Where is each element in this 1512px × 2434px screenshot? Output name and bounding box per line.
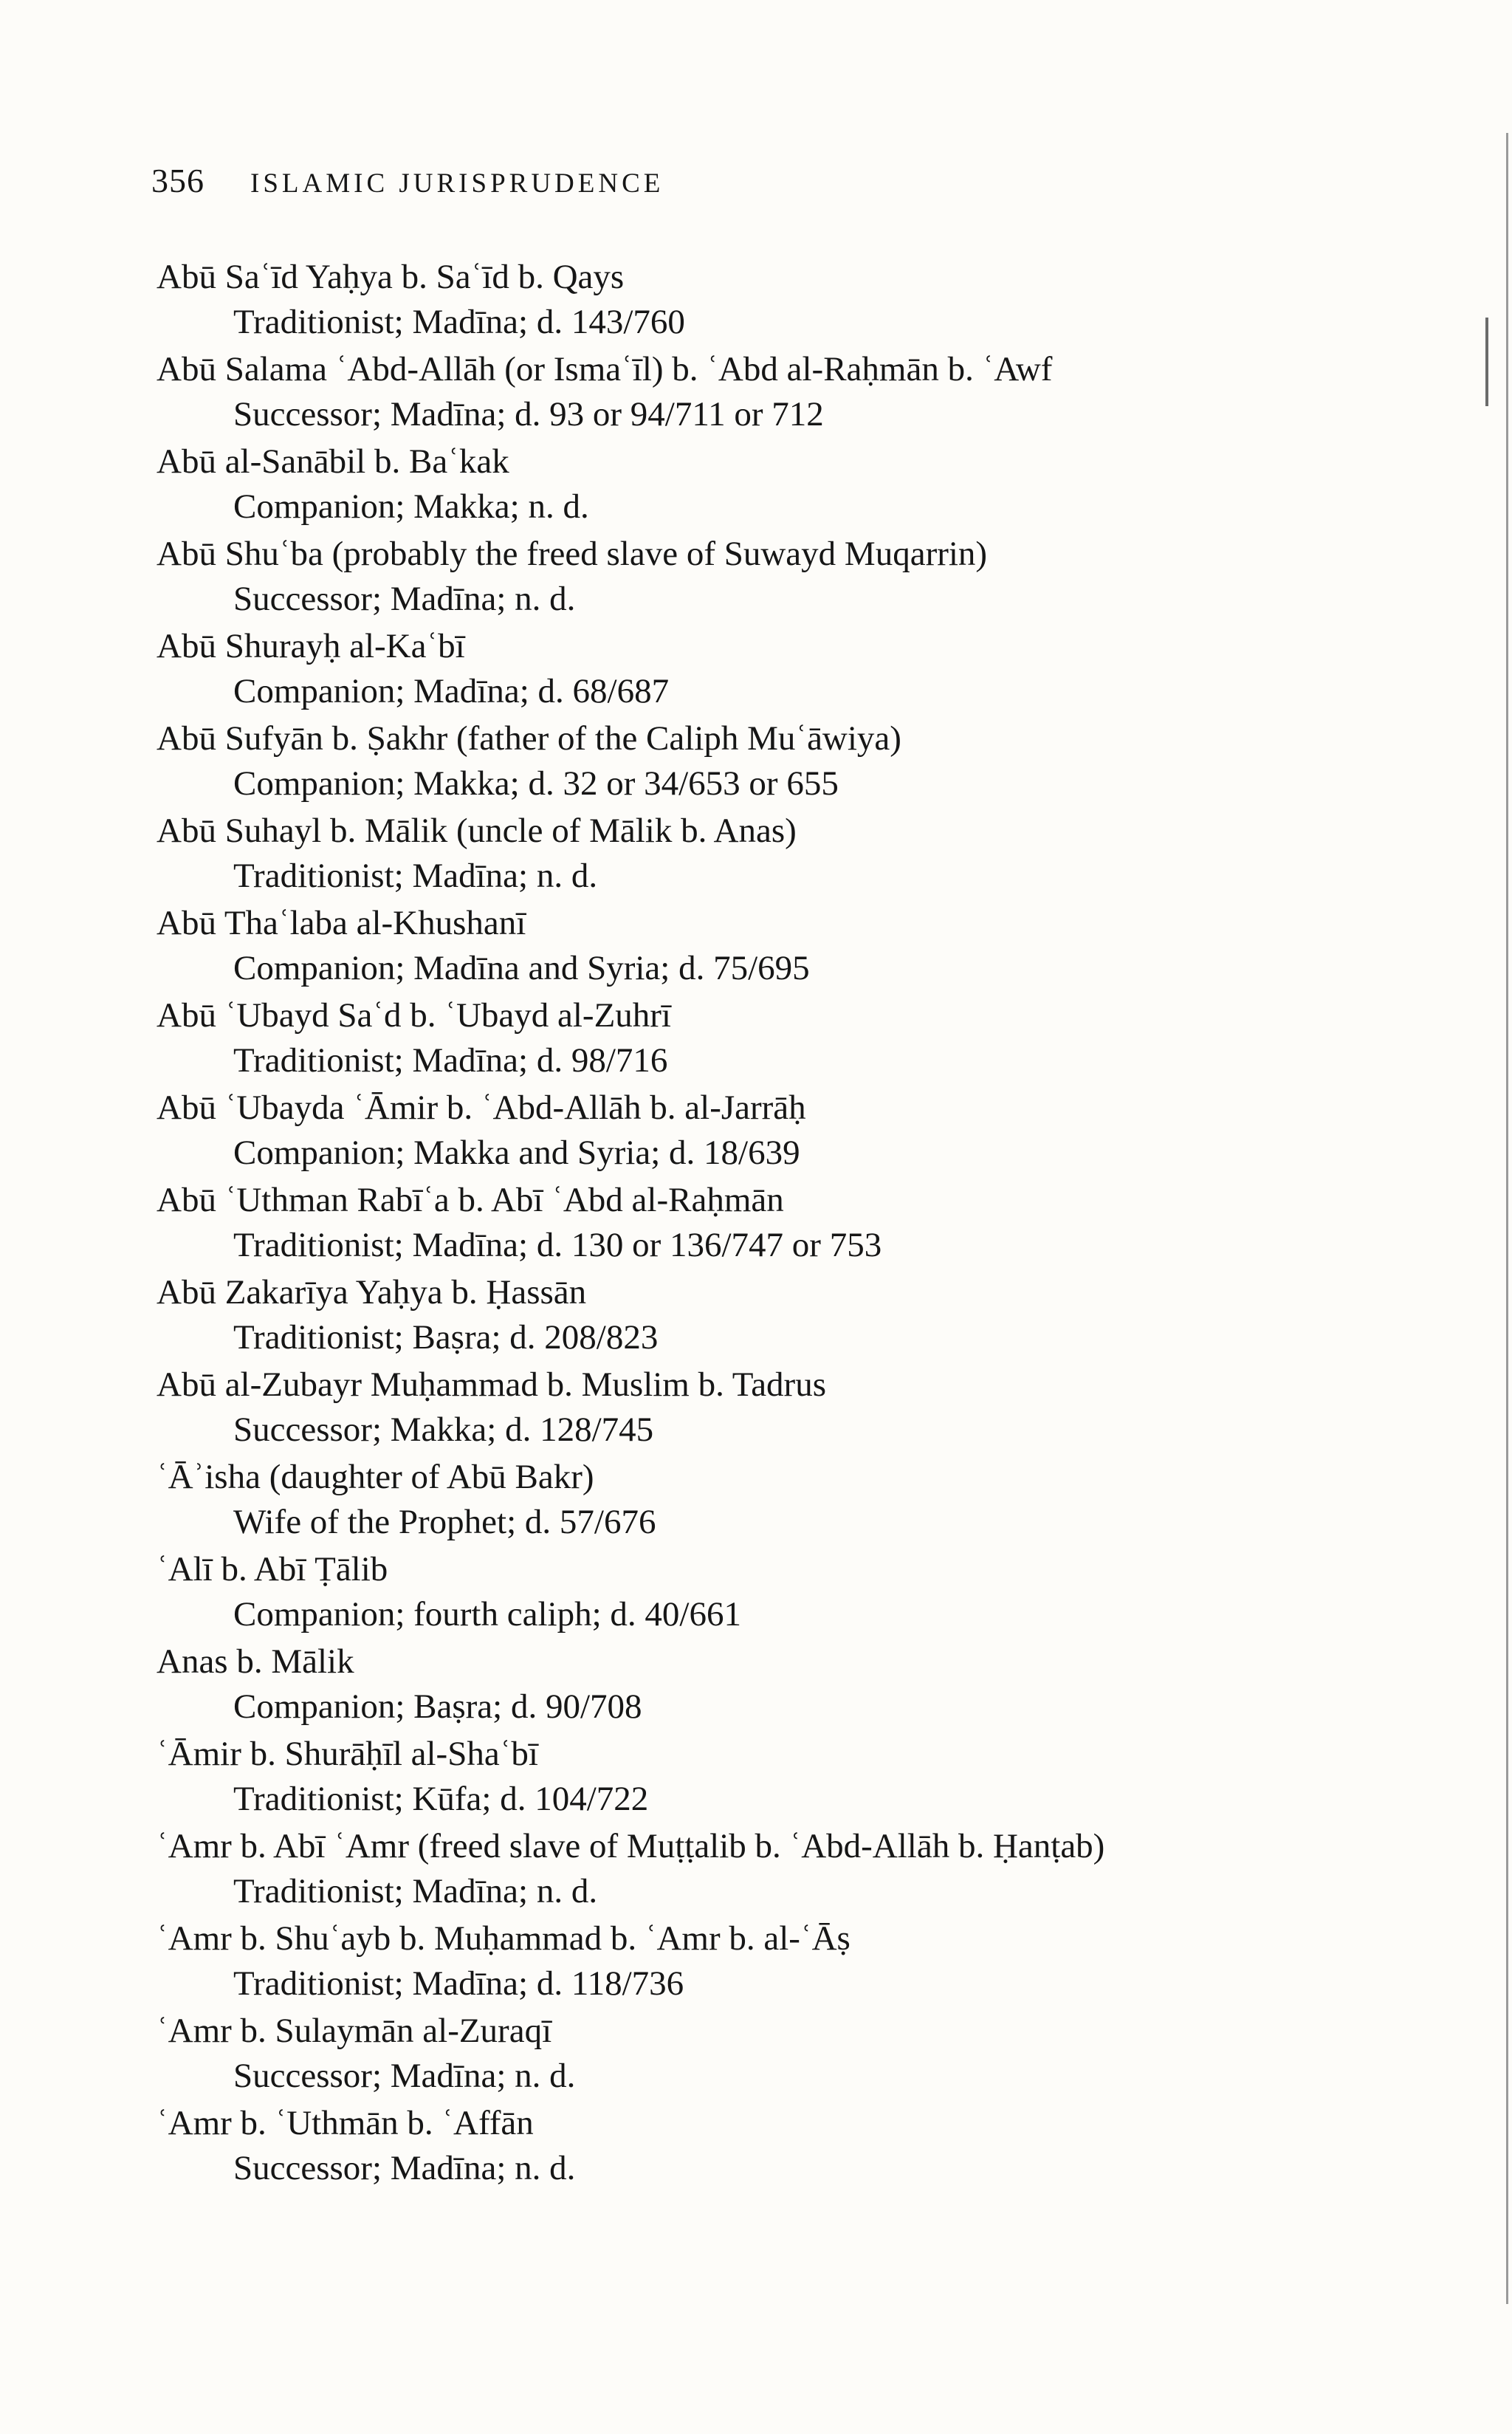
entry-name: ʿAlī b. Abī Ṭālib [157,1550,388,1588]
entry-name: Abū Sufyān b. Ṣakhr (father of the Caliph Muʿāwiya) [157,719,901,758]
page-edge-shadow [1506,133,1508,2304]
index-entry [157,347,1367,437]
index-entry [157,1086,1367,1176]
entry-details: Companion; Madīna; d. 68/687 [233,672,670,710]
index-entry [157,2009,1367,2099]
entry-name: ʿAmr b. Abī ʿAmr (freed slave of Muṭṭalib b. ʿAbd-Allāh b. Ḥanṭab) [157,1827,1105,1865]
index-entry [157,993,1367,1083]
index-entry [157,1362,1367,1453]
entry-name: Abū ʿUbayda ʿĀmir b. ʿAbd-Allāh b. al-Jarrāḥ [157,1089,806,1127]
entry-details: Successor; Madīna; n. d. [233,580,576,618]
entry-details: Traditionist; Madīna; d. 98/716 [233,1041,668,1080]
index-entry [157,439,1367,529]
index-entry [157,1732,1367,1822]
running-head [151,161,664,205]
index-entry [157,1547,1367,1637]
index-entry [157,716,1367,806]
entry-name: ʿĀmir b. Shurāḥīl al-Shaʿbī [157,1735,538,1773]
entry-name: Abū Shurayḥ al-Kaʿbī [157,627,465,665]
entry-details: Companion; Makka; d. 32 or 34/653 or 655 [233,764,839,803]
entry-name: Anas b. Mālik [157,1642,354,1681]
entry-details: Traditionist; Baṣra; d. 208/823 [233,1318,659,1357]
entry-details: Companion; Baṣra; d. 90/708 [233,1687,642,1726]
index-entry [157,901,1367,991]
entry-name: ʿĀʾisha (daughter of Abū Bakr) [157,1458,594,1496]
entry-details: Successor; Madīna; d. 93 or 94/711 or 712 [233,395,824,433]
entry-name: Abū Saʿīd Yaḥya b. Saʿīd b. Qays [157,258,625,296]
entry-name: Abū Zakarīya Yaḥya b. Ḥassān [157,1273,587,1312]
entry-details: Successor; Makka; d. 128/745 [233,1410,654,1449]
scan-mark [1485,318,1488,406]
entry-name: Abū ʿUthman Rabīʿa b. Abī ʿAbd al-Raḥmān [157,1181,784,1219]
entry-details: Wife of the Prophet; d. 57/676 [233,1503,656,1541]
entry-name: Abū Shuʿba (probably the freed slave of Suwayd Muqarrin) [157,535,988,573]
entry-name: Abū al-Zubayr Muḥammad b. Muslim b. Tadrus [157,1365,826,1404]
index-entry [157,624,1367,714]
entry-details: Traditionist; Madīna; n. d. [233,857,598,895]
page-number: 356 [151,162,205,199]
biographical-index [157,255,1367,2191]
entry-details: Companion; Makka and Syria; d. 18/639 [233,1134,800,1172]
entry-details: Successor; Madīna; n. d. [233,2149,576,2187]
entry-name: Abū Suhayl b. Mālik (uncle of Mālik b. Anas) [157,812,797,850]
index-entry [157,2101,1367,2191]
entry-name: Abū ʿUbayd Saʿd b. ʿUbayd al-Zuhrī [157,996,671,1035]
entry-name: Abū Thaʿlaba al-Khushanī [157,904,526,942]
index-entry [157,1178,1367,1268]
entry-name: Abū al-Sanābil b. Baʿkak [157,442,509,481]
entry-details: Companion; fourth caliph; d. 40/661 [233,1595,741,1633]
index-entry [157,1916,1367,2006]
entry-details: Traditionist; Madīna; d. 143/760 [233,303,685,341]
entry-name: ʿAmr b. Shuʿayb b. Muḥammad b. ʿAmr b. al-ʿĀṣ [157,1919,850,1958]
index-entry [157,1270,1367,1360]
entry-details: Traditionist; Madīna; d. 118/736 [233,1964,684,2003]
entry-name: ʿAmr b. ʿUthmān b. ʿAffān [157,2104,534,2142]
index-entry [157,255,1367,345]
entry-details: Traditionist; Madīna; d. 130 or 136/747 or 753 [233,1226,882,1264]
entry-details: Traditionist; Kūfa; d. 104/722 [233,1780,649,1818]
index-entry [157,1824,1367,1914]
entry-name: ʿAmr b. Sulaymān al-Zuraqī [157,2012,552,2050]
index-entry [157,532,1367,622]
index-entry [157,1639,1367,1729]
entry-details: Companion; Makka; n. d. [233,487,589,526]
entry-details: Companion; Madīna and Syria; d. 75/695 [233,949,810,987]
entry-details: Traditionist; Madīna; n. d. [233,1872,598,1910]
entry-name: Abū Salama ʿAbd-Allāh (or Ismaʿīl) b. ʿAbd al-Raḥmān b. ʿAwf [157,350,1053,388]
running-title: ISLAMIC JURISPRUDENCE [250,168,664,199]
index-entry [157,1455,1367,1545]
entry-details: Successor; Madīna; n. d. [233,2057,576,2095]
index-entry [157,809,1367,899]
